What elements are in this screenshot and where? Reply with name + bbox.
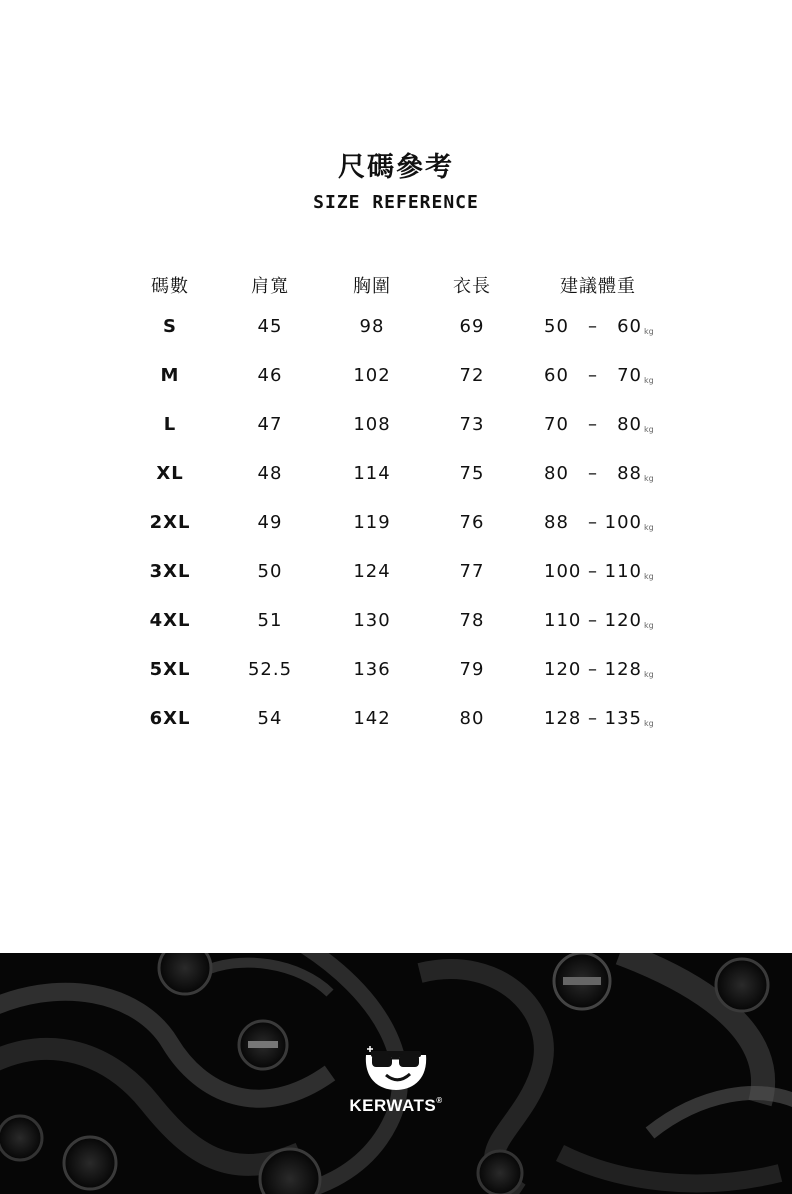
weight-dash: – [588, 512, 598, 533]
brand-label: KERWATS [349, 1096, 437, 1115]
header-chest: 胸圍 [353, 276, 391, 297]
weight-max: 100 [604, 512, 642, 533]
table-row [0, 508, 792, 557]
weight-min: 110 [544, 610, 582, 631]
shoulder-cell: 45 [257, 316, 283, 337]
weight-max: 60 [617, 316, 642, 337]
chest-cell: 142 [353, 708, 391, 729]
size-cell: M [160, 365, 180, 386]
chest-cell: 108 [353, 414, 391, 435]
chest-cell: 130 [353, 610, 391, 631]
weight-unit: kg [644, 523, 654, 532]
length-cell: 79 [459, 659, 485, 680]
page-subtitle: SIZE REFERENCE [313, 192, 479, 213]
size-cell: XL [156, 463, 184, 484]
table-row [0, 606, 792, 655]
chest-cell: 102 [353, 365, 391, 386]
table-row [0, 704, 792, 753]
size-cell: 4XL [149, 610, 191, 631]
header-shoulder: 肩寬 [251, 276, 289, 297]
weight-min: 128 [544, 708, 582, 729]
length-cell: 75 [459, 463, 485, 484]
length-cell: 72 [459, 365, 485, 386]
weight-dash: – [588, 414, 598, 435]
shoulder-cell: 48 [257, 463, 283, 484]
trademark-mark: ® [436, 1096, 443, 1105]
weight-max: 135 [604, 708, 642, 729]
shoulder-cell: 52.5 [247, 659, 293, 680]
weight-max: 128 [604, 659, 642, 680]
length-cell: 76 [459, 512, 485, 533]
weight-unit: kg [644, 719, 654, 728]
footer-banner [0, 953, 792, 1194]
size-cell: 6XL [149, 708, 191, 729]
shoulder-cell: 50 [257, 561, 283, 582]
weight-min: 60 [544, 365, 569, 386]
table-row [0, 312, 792, 361]
weight-dash: – [588, 708, 598, 729]
chest-cell: 98 [359, 316, 385, 337]
weight-min: 120 [544, 659, 582, 680]
shoulder-cell: 46 [257, 365, 283, 386]
length-cell: 80 [459, 708, 485, 729]
shoulder-cell: 51 [257, 610, 283, 631]
table-row [0, 361, 792, 410]
weight-unit: kg [644, 621, 654, 630]
size-cell: 2XL [149, 512, 191, 533]
chest-cell: 124 [353, 561, 391, 582]
weight-min: 50 [544, 316, 569, 337]
chest-cell: 114 [353, 463, 391, 484]
shoulder-cell: 47 [257, 414, 283, 435]
swirl-pattern-icon [0, 953, 792, 1194]
chest-cell: 119 [353, 512, 391, 533]
weight-min: 70 [544, 414, 569, 435]
length-cell: 69 [459, 316, 485, 337]
title-block [0, 150, 792, 214]
table-header-row [0, 272, 792, 312]
weight-max: 120 [604, 610, 642, 631]
weight-min: 88 [544, 512, 569, 533]
size-table [0, 272, 792, 753]
header-weight: 建議體重 [560, 276, 636, 297]
weight-dash: – [588, 316, 598, 337]
weight-dash: – [588, 659, 598, 680]
weight-max: 110 [604, 561, 642, 582]
weight-max: 88 [617, 463, 642, 484]
shoulder-cell: 54 [257, 708, 283, 729]
weight-min: 100 [544, 561, 582, 582]
weight-unit: kg [644, 376, 654, 385]
chest-cell: 136 [353, 659, 391, 680]
weight-dash: – [588, 610, 598, 631]
size-cell: L [163, 414, 177, 435]
length-cell: 73 [459, 414, 485, 435]
weight-dash: – [588, 561, 598, 582]
brand-name [0, 1096, 792, 1116]
weight-unit: kg [644, 474, 654, 483]
size-cell: S [163, 316, 177, 337]
weight-min: 80 [544, 463, 569, 484]
page-title: 尺碼參考 [338, 152, 454, 183]
weight-unit: kg [644, 327, 654, 336]
weight-max: 80 [617, 414, 642, 435]
length-cell: 77 [459, 561, 485, 582]
header-length: 衣長 [453, 276, 491, 297]
table-row [0, 459, 792, 508]
table-row [0, 557, 792, 606]
weight-unit: kg [644, 670, 654, 679]
weight-unit: kg [644, 425, 654, 434]
table-row [0, 410, 792, 459]
size-cell: 5XL [149, 659, 191, 680]
weight-unit: kg [644, 572, 654, 581]
length-cell: 78 [459, 610, 485, 631]
size-cell: 3XL [149, 561, 191, 582]
table-row [0, 655, 792, 704]
header-size: 碼數 [151, 276, 189, 297]
shoulder-cell: 49 [257, 512, 283, 533]
weight-dash: – [588, 365, 598, 386]
weight-max: 70 [617, 365, 642, 386]
weight-dash: – [588, 463, 598, 484]
